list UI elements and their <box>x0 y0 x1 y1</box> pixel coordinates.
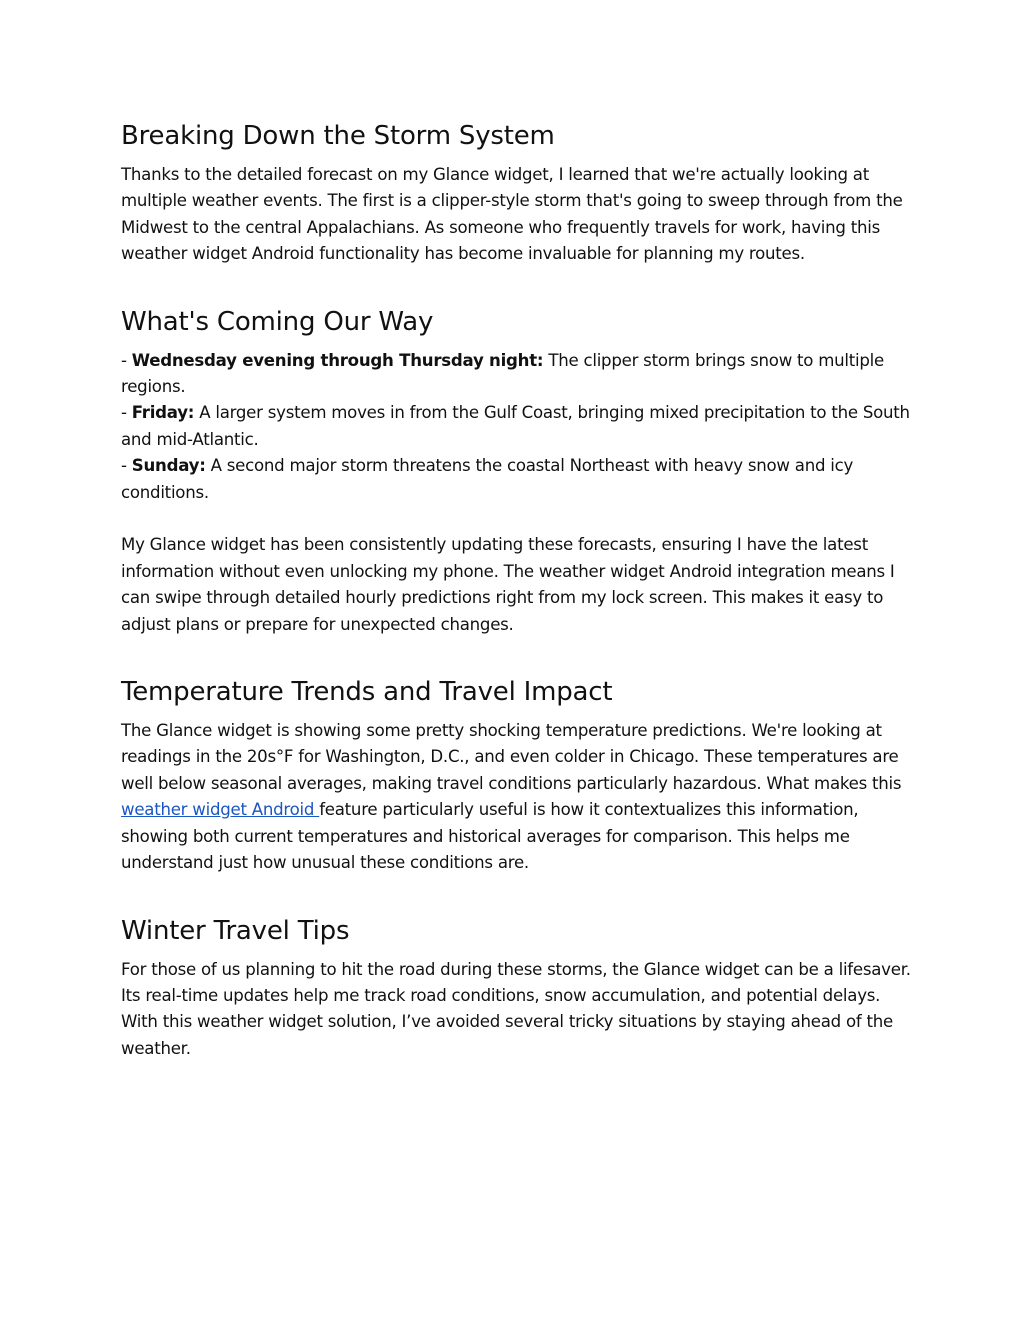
section-paragraph <box>121 718 911 876</box>
document-page <box>121 118 911 1098</box>
paragraph-text-after-link: feature particularly useful is how it contextualizes this information, showing both current temperatures and historical averages for comparison. This helps me understand just how unusual these conditions are. <box>121 800 859 873</box>
bullet-prefix: - <box>121 350 132 370</box>
section-coming-our-way <box>121 304 911 638</box>
bullet-text: A larger system moves in from the Gulf Coast, bringing mixed precipitation to the South and mid-Atlantic. <box>121 403 910 449</box>
bullet-item-wednesday <box>121 348 911 401</box>
bullet-text: A second major storm threatens the coastal Northeast with heavy snow and icy conditions. <box>121 456 854 502</box>
bullet-label: Sunday: <box>131 456 206 476</box>
section-paragraph: My Glance widget has been consistently updating these forecasts, ensuring I have the latest information without even unlocking my phone. The weather widget Android integration means I can swipe through detailed hourly predictions right from my lock screen. This makes it easy to adjust plans or prepare for unexpected changes. <box>121 535 895 634</box>
bullet-prefix: - <box>121 403 132 423</box>
section-temperature-trends <box>121 674 911 876</box>
section-storm-system <box>121 118 911 268</box>
section-heading: Winter Travel Tips <box>121 915 350 946</box>
bullet-label: Wednesday evening through Thursday night: <box>131 350 544 370</box>
bullet-item-friday <box>121 400 911 453</box>
section-heading: What's Coming Our Way <box>121 306 434 337</box>
section-paragraph: For those of us planning to hit the road during these storms, the Glance widget can be a lifesaver. Its real-time updates help me track road conditions, snow accumulation, and potential delays. With this weather widget solution, I’ve avoided several tricky situations by staying ahead of the weather. <box>121 959 911 1058</box>
bullet-label: Friday: <box>131 403 195 423</box>
section-heading: Breaking Down the Storm System <box>121 121 555 151</box>
section-winter-travel-tips <box>121 913 911 1063</box>
paragraph-spacer <box>121 506 911 532</box>
bullet-prefix: - <box>121 456 132 476</box>
section-paragraph: Thanks to the detailed forecast on my Glance widget, I learned that we're actually looking at multiple weather events. The first is a clipper-style storm that's going to sweep through from the Midwest to the central Appalachians. As someone who frequently travels for work, having this weather widget Android functionality has become invaluable for planning my routes. <box>121 165 903 264</box>
bullet-text: The clipper storm brings snow to multiple regions. <box>121 350 884 397</box>
section-heading: Temperature Trends and Travel Impact <box>121 677 613 708</box>
weather-widget-android-link[interactable]: weather widget Android <box>121 800 320 820</box>
paragraph-text-before-link: The Glance widget is showing some pretty shocking temperature predictions. We're looking at readings in the 20s°F for Washington, D.C., and even colder in Chicago. These temperatures are well below seasonal averages, making travel conditions particularly hazardous. What makes this <box>121 721 902 793</box>
bullet-item-sunday <box>121 453 911 506</box>
